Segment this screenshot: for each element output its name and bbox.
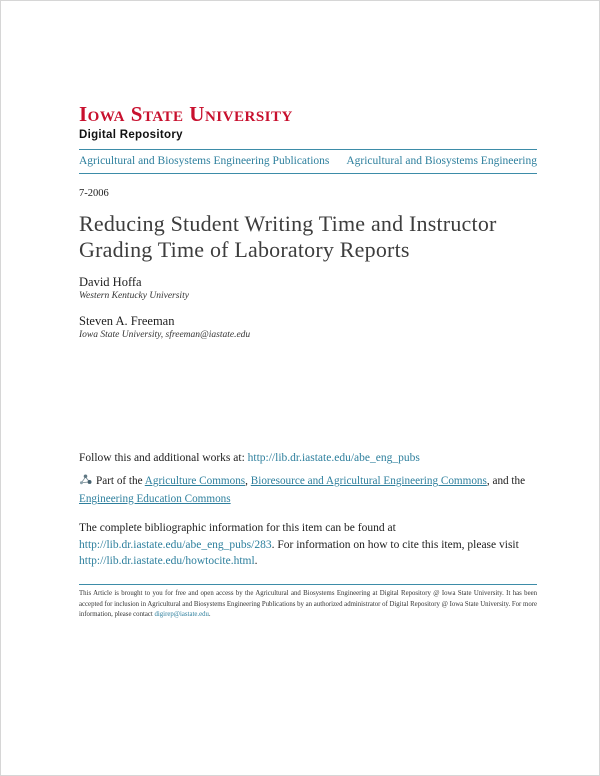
follow-works-line xyxy=(79,452,537,464)
bibliographic-note xyxy=(79,520,537,570)
article-title xyxy=(79,211,537,262)
part-of-line xyxy=(79,473,537,509)
separator-text: , xyxy=(245,475,251,488)
footer-text: This Article is brought to you for free and open access by the Agricultural and Biosystems Engineering at Digital Repository @ Iowa State University. It has been accepted for inclusion in Agricultural and Biosystems Engineering Publications by an authorized administrator of Digital Repository @ Iowa State University. For more information, please contact xyxy=(79,590,537,619)
divider-series xyxy=(79,173,537,174)
howtocite-url-link[interactable]: http://lib.dr.iastate.edu/howtocite.html xyxy=(79,555,255,568)
author-affiliation: Western Kentucky University xyxy=(79,291,189,302)
title-line-1: Reducing Student Writing Time and Instructor xyxy=(79,211,497,237)
commons-link-bioresource[interactable]: Bioresource and Agricultural Engineering Commons xyxy=(250,475,487,488)
separator-text: , and the xyxy=(486,475,526,488)
author-block xyxy=(79,314,537,340)
isu-wordmark: Iowa State University xyxy=(79,102,293,126)
follow-works-text: Follow this and additional works at: xyxy=(79,452,248,465)
author-name: Steven A. Freeman xyxy=(79,314,175,329)
article-body xyxy=(79,188,537,570)
masthead xyxy=(79,1,537,141)
footer-statement xyxy=(79,589,537,621)
title-line-2: Grading Time of Laboratory Reports xyxy=(79,236,410,262)
bib-record-url-link[interactable]: http://lib.dr.iastate.edu/abe_eng_pubs/283 xyxy=(79,538,272,551)
cover-footer xyxy=(79,584,537,621)
contact-email-link[interactable]: digirep@iastate.edu xyxy=(154,611,209,619)
network-icon xyxy=(79,473,92,486)
part-of-text: Part of the xyxy=(96,475,145,488)
footer-text: . xyxy=(208,611,211,619)
follow-works-url-link[interactable]: http://lib.dr.iastate.edu/abe_eng_pubs xyxy=(247,452,420,465)
digital-repository-label: Digital Repository xyxy=(79,129,183,142)
author-block xyxy=(79,275,537,301)
author-affiliation: Iowa State University, sfreeman@iastate.edu xyxy=(79,330,251,341)
commons-link-agriculture[interactable]: Agriculture Commons xyxy=(144,475,246,488)
bib-text: . For information on how to cite this item, please visit xyxy=(271,538,519,551)
divider-footer xyxy=(79,584,537,585)
author-name: David Hoffa xyxy=(79,275,142,290)
series-row xyxy=(79,150,537,173)
series-link-department[interactable]: Agricultural and Biosystems Engineering xyxy=(346,155,537,168)
bib-text: The complete bibliographic information for this item can be found at xyxy=(79,521,396,534)
series-link-publications[interactable]: Agricultural and Biosystems Engineering Publications xyxy=(79,155,330,168)
bib-text: . xyxy=(254,555,258,568)
commons-link-engineering-education[interactable]: Engineering Education Commons xyxy=(79,492,231,505)
publication-date: 7-2006 xyxy=(79,188,109,200)
